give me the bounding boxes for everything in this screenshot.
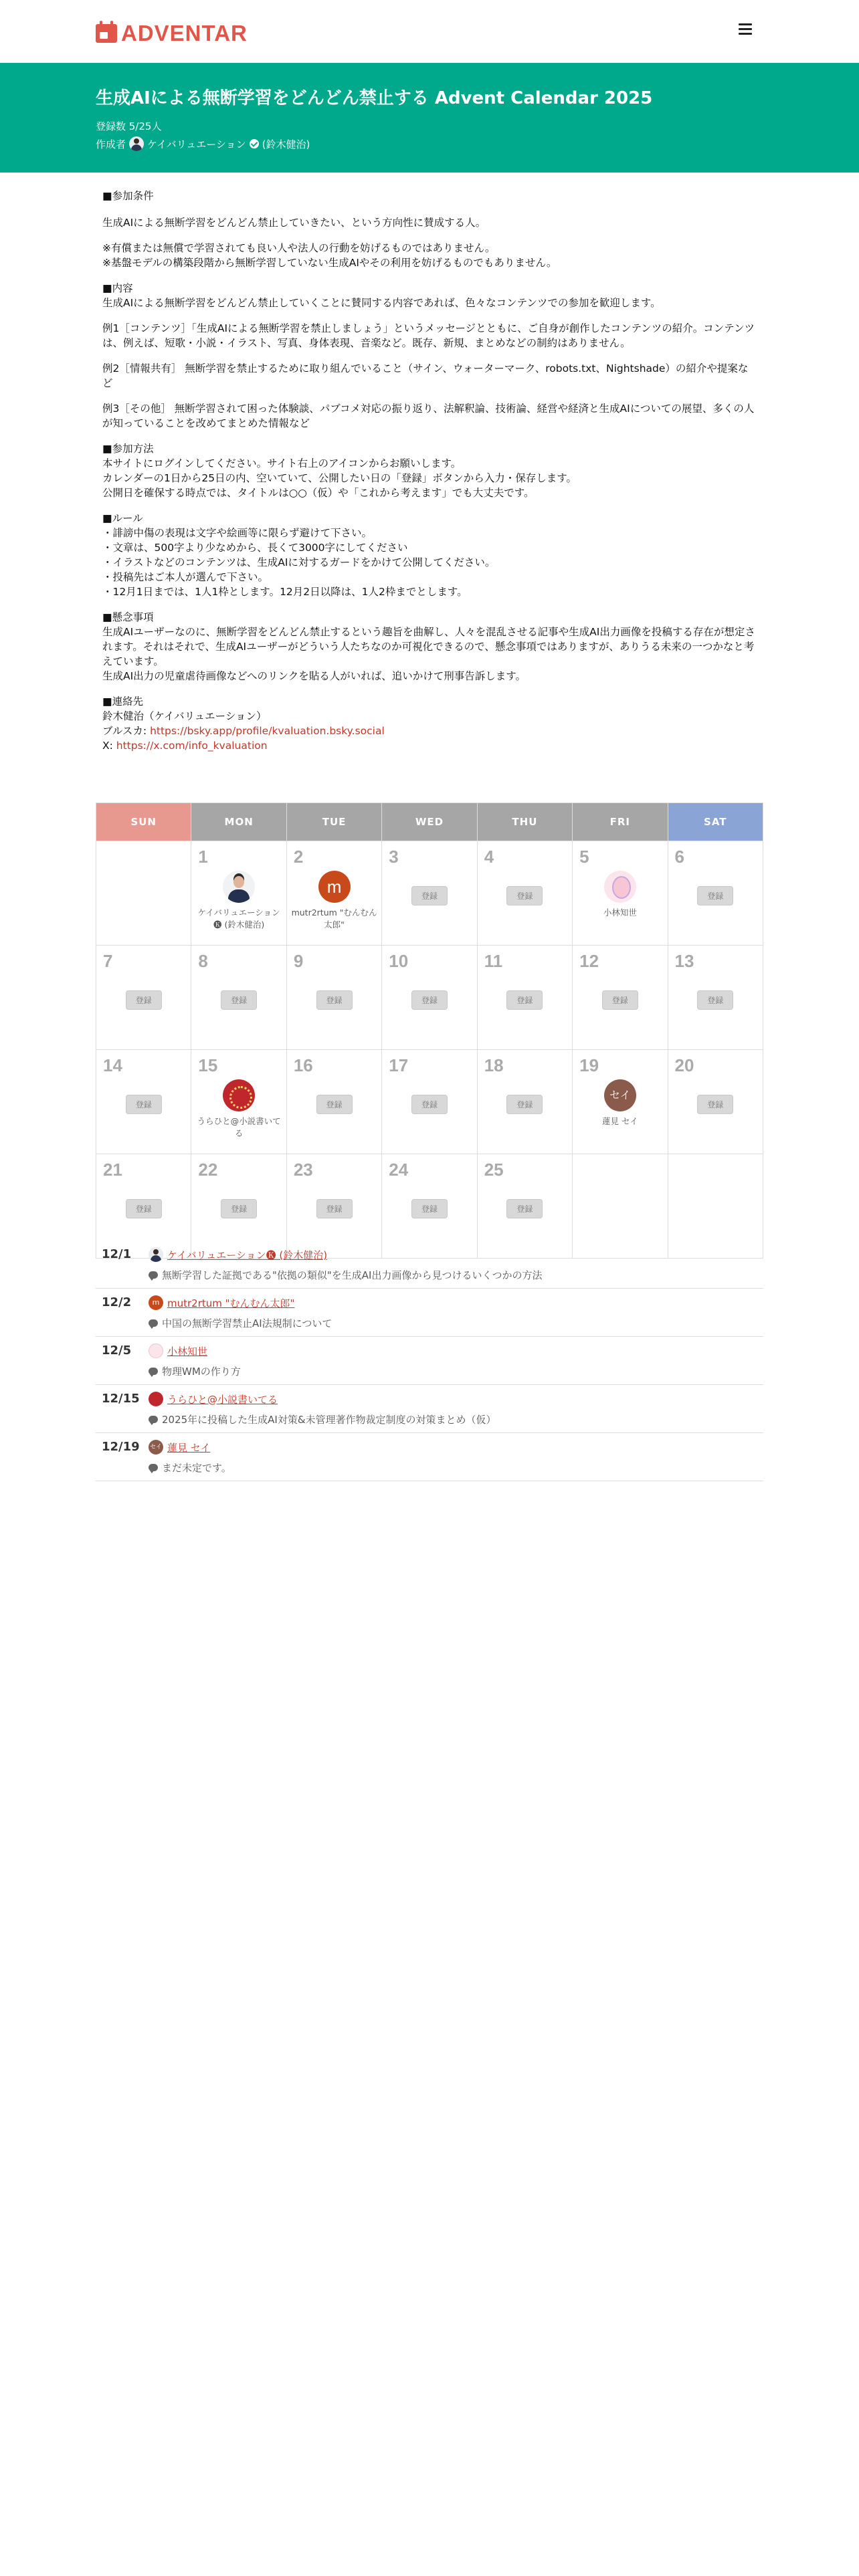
day-number: 6	[674, 847, 684, 867]
day-number: 8	[198, 951, 208, 971]
creator-label: 作成者	[96, 138, 126, 150]
author-avatar	[149, 1344, 163, 1358]
creator-avatar	[129, 136, 144, 151]
register-button[interactable]: 登録	[411, 1095, 448, 1114]
day-number: 25	[484, 1160, 504, 1180]
day-number: 12	[579, 951, 599, 971]
entry-row	[96, 1289, 763, 1337]
calendar-day-14	[96, 1050, 191, 1154]
entry-title-text: 物理WMの作り方	[162, 1366, 241, 1378]
day-number: 1	[198, 847, 208, 867]
register-button[interactable]: 登録	[411, 990, 448, 1010]
entry-date: 12/1	[102, 1247, 132, 1261]
calendar-day-13	[668, 946, 763, 1050]
calendar-day-16	[286, 1050, 381, 1154]
site-header	[0, 0, 859, 63]
author-link[interactable]: うらひと@小説書いてる	[167, 1393, 278, 1406]
day-number: 18	[484, 1055, 504, 1075]
calendar-day-10	[382, 946, 477, 1050]
calendar-day-4	[477, 841, 572, 946]
entry-date: 12/15	[102, 1392, 140, 1406]
weekday-wed: WED	[382, 803, 477, 841]
register-button[interactable]: 登録	[506, 990, 543, 1010]
x-label: X:	[102, 740, 116, 752]
author-link[interactable]: mutr2rtum "むんむん太郎"	[167, 1297, 295, 1309]
day-number: 21	[103, 1160, 122, 1180]
day-number: 9	[293, 951, 304, 971]
calendar-day-15[interactable]	[191, 1050, 286, 1154]
calendar-description	[102, 189, 758, 753]
entry-date: 12/2	[102, 1295, 132, 1309]
register-button[interactable]: 登録	[126, 1095, 162, 1114]
creator-info	[96, 136, 310, 151]
desc-paragraph: 例1［コンテンツ］「生成AIによる無断学習を禁止しましょう」というメッセージとともに、ご自身が創作したコンテンツの紹介。コンテンツは、例えば、短歌・小説・イラスト、写真、身体表現、音楽など。既存、新規、まとめなどの制約はありません。	[102, 322, 755, 349]
entry-author	[149, 1295, 294, 1310]
calendar-entry[interactable]	[191, 1079, 286, 1140]
entry-author	[149, 1247, 327, 1262]
calendar-entry[interactable]	[573, 871, 667, 919]
entry-title[interactable]	[149, 1461, 231, 1475]
logo-text: ADVENTAR	[121, 21, 248, 45]
calendar-empty-cell	[96, 841, 191, 946]
register-button[interactable]: 登録	[697, 886, 733, 905]
calendar-day-12	[573, 946, 668, 1050]
desc-paragraph: ■内容 生成AIによる無断学習をどんどん禁止していくことに賛同する内容であれば、色々なコンテンツでの参加を歓迎します。	[102, 282, 661, 309]
calendar-day-8	[191, 946, 286, 1050]
day-number: 17	[389, 1055, 409, 1075]
day-number: 23	[293, 1160, 313, 1180]
calendar-day-9	[286, 946, 381, 1050]
author-avatar	[604, 871, 636, 903]
calendar-day-3	[382, 841, 477, 946]
author-name: 蓮見 セイ	[602, 1116, 638, 1126]
entry-title[interactable]	[149, 1316, 332, 1330]
day-number: 4	[484, 847, 494, 867]
author-avatar: m	[149, 1295, 163, 1310]
desc-paragraph: 例3［その他］ 無断学習されて困った体験談、パブコメ対応の振り返り、法解釈論、技術論、経営や経済と生成AIについての展望、多くの人が知っていることを改めてまとめた情報など	[102, 403, 755, 429]
register-button[interactable]: 登録	[411, 886, 448, 905]
calendar-day-2[interactable]	[286, 841, 381, 946]
contact-heading: ■連絡先	[102, 695, 144, 708]
register-button[interactable]: 登録	[316, 990, 353, 1010]
verified-badge-icon	[250, 139, 259, 148]
author-avatar: m	[318, 871, 351, 903]
author-link[interactable]: 蓮見 セイ	[167, 1441, 211, 1454]
calendar-day-5[interactable]	[573, 841, 668, 946]
weekday-header-row	[96, 803, 763, 841]
author-link[interactable]: ケイバリュエーション🅚 (鈴木健治)	[167, 1249, 328, 1261]
day-number: 13	[674, 951, 694, 971]
day-number: 22	[198, 1160, 218, 1180]
calendar-entry[interactable]	[191, 871, 286, 931]
contact-name: 鈴木健治（ケイバリュエーション）	[102, 710, 267, 722]
creator-link[interactable]: ケイバリュエーション	[147, 138, 246, 150]
desc-paragraph: ※有償または無償で学習されても良い人や法人の行動を妨げるものではありません。 ※基盤モデルの構築段階から無断学習していない生成AIやその利用を妨げるものでもありません。	[102, 242, 557, 269]
register-button[interactable]: 登録	[602, 990, 638, 1010]
author-avatar	[223, 1079, 255, 1111]
comment-icon	[149, 1416, 158, 1423]
desc-paragraph: ■参加条件	[102, 190, 154, 202]
weekday-sat: SAT	[668, 803, 763, 841]
calendar-week	[96, 841, 763, 946]
comment-icon	[149, 1464, 158, 1471]
day-number: 11	[484, 951, 503, 971]
register-button[interactable]: 登録	[221, 1199, 257, 1218]
register-button[interactable]: 登録	[316, 1095, 353, 1114]
register-button[interactable]: 登録	[506, 1095, 543, 1114]
entry-row	[96, 1241, 763, 1289]
entry-title-text: 2025年に投稿した生成AI対策&未管理著作物裁定制度の対策まとめ（仮）	[162, 1414, 496, 1426]
entry-title[interactable]	[149, 1412, 496, 1426]
desc-paragraph: 生成AIによる無断学習をどんどん禁止していきたい、という方向性に賛成する人。	[102, 217, 486, 229]
weekday-mon: MON	[191, 803, 286, 841]
day-number: 10	[389, 951, 409, 971]
calendar-day-20	[668, 1050, 763, 1154]
author-avatar	[149, 1392, 163, 1406]
calendar-week	[96, 1050, 763, 1154]
bluesky-label: ブルスカ:	[102, 725, 151, 737]
entry-date: 12/5	[102, 1344, 132, 1358]
day-number: 14	[103, 1055, 122, 1075]
register-button[interactable]: 登録	[697, 1095, 733, 1114]
weekday-thu: THU	[477, 803, 572, 841]
author-name: ケイバリュエーション🅚 (鈴木健治)	[197, 907, 280, 930]
register-button[interactable]: 登録	[316, 1199, 353, 1218]
entry-title-text: 中国の無断学習禁止AI法規制について	[162, 1317, 332, 1329]
registration-count: 登録数 5/25人	[96, 120, 162, 132]
author-avatar	[149, 1247, 163, 1262]
entry-date: 12/19	[102, 1440, 140, 1454]
day-number: 16	[293, 1055, 313, 1075]
register-button[interactable]: 登録	[697, 990, 733, 1010]
desc-paragraph: 例2［情報共有］ 無断学習を禁止するために取り組んでいること（サイン、ウォーターマーク、robots.txt、Nightshade）の紹介や提案など	[102, 362, 749, 389]
comment-icon	[149, 1368, 158, 1375]
advent-calendar	[96, 802, 763, 1259]
register-button[interactable]: 登録	[126, 990, 162, 1010]
author-avatar: セイ	[149, 1440, 163, 1455]
author-link[interactable]: 小林知世	[167, 1345, 208, 1358]
desc-paragraph: ■ルール ・誹謗中傷の表現は文字や絵画等に限らず避けて下さい。 ・文章は、500字より少なめから、長くて3000字にしてください ・イラストなどのコンテンツは、生成AIに対するガードをかけて公開してください。 ・投稿先はご本人が選んで下さい。 ・12月1日までは、1人1枠とします。12月2日以降は、1人2枠までとします。	[102, 512, 496, 598]
contact-bluesky	[102, 724, 758, 738]
day-number: 2	[293, 847, 304, 867]
entry-title-text: まだ未定です。	[162, 1462, 231, 1474]
day-number: 19	[579, 1055, 599, 1075]
comment-icon	[149, 1271, 158, 1279]
register-button[interactable]: 登録	[411, 1199, 448, 1218]
entry-author	[149, 1392, 278, 1406]
entry-row	[96, 1433, 763, 1481]
calendar-day-18	[477, 1050, 572, 1154]
calendar-day-1[interactable]	[191, 841, 286, 946]
creator-realname: (鈴木健治)	[262, 138, 310, 150]
register-button[interactable]: 登録	[221, 990, 257, 1010]
contact-x	[102, 738, 758, 753]
entry-row	[96, 1385, 763, 1433]
desc-paragraph: ■参加方法 本サイトにログインしてください。サイト右上のアイコンからお願いします。 カレンダーの1日から25日の内、空いていて、公開したい日の「登録」ボタンから入力・保存します。 公開日を確保する時点では、タイトルは○○（仮）や「これから考えます」でも大丈夫です。	[102, 443, 577, 499]
day-number: 7	[103, 951, 113, 971]
calendar-day-19[interactable]	[573, 1050, 668, 1154]
entry-title-text: 無断学習した証拠である"依拠の類似"を生成AI出力画像から見つけるいくつかの方法	[162, 1269, 543, 1281]
author-name: mutr2rtum "むんむん太郎"	[291, 907, 377, 930]
day-number: 3	[389, 847, 399, 867]
entry-author	[149, 1440, 210, 1455]
comment-icon	[149, 1319, 158, 1327]
author-name: うらひと@小説書いてる	[197, 1116, 281, 1138]
day-number: 24	[389, 1160, 409, 1180]
entry-author	[149, 1344, 207, 1358]
weekday-sun: SUN	[96, 803, 191, 841]
calendar-day-17	[382, 1050, 477, 1154]
calendar-entry[interactable]	[287, 871, 381, 931]
calendar-day-6	[668, 841, 763, 946]
day-number: 5	[579, 847, 589, 867]
calendar-logo-icon	[96, 24, 117, 43]
weekday-tue: TUE	[286, 803, 381, 841]
calendar-week	[96, 946, 763, 1050]
entry-title[interactable]	[149, 1364, 241, 1378]
calendar-banner	[0, 63, 859, 173]
register-button[interactable]: 登録	[506, 1199, 543, 1218]
weekday-fri: FRI	[573, 803, 668, 841]
calendar-entry[interactable]	[573, 1079, 667, 1128]
bluesky-link[interactable]: https://bsky.app/profile/kvaluation.bsky.social	[150, 725, 385, 737]
day-number: 20	[674, 1055, 694, 1075]
register-button[interactable]: 登録	[126, 1199, 162, 1218]
contact-section	[102, 694, 758, 753]
calendar-day-11	[477, 946, 572, 1050]
desc-paragraph: ■懸念事項 生成AIユーザーなのに、無断学習をどんどん禁止するという趣旨を曲解し、人々を混乱させる記事や生成AI出力画像を投稿する存在が想定されます。それはそれで、生成AIユーザーがどういう人たちなのか可視化できるので、懸念事項ではありますが、ありうる未来の一つかなと考えています。 生成AI出力の児童虐待画像などへのリンクを貼る人がいれば、追いかけて刑事告訴します。	[102, 611, 755, 682]
site-logo[interactable]	[96, 21, 248, 46]
day-number: 15	[198, 1055, 218, 1075]
calendar-day-7	[96, 946, 191, 1050]
author-name: 小林知世	[603, 907, 637, 918]
author-avatar	[223, 871, 255, 903]
entry-list	[96, 1241, 763, 1481]
page-title: 生成AIによる無断学習をどんどん禁止する Advent Calendar 2025	[96, 88, 653, 108]
entry-title[interactable]	[149, 1268, 543, 1282]
entry-row	[96, 1337, 763, 1385]
author-avatar: セイ	[604, 1079, 636, 1111]
register-button[interactable]: 登録	[506, 886, 543, 905]
hamburger-menu-icon[interactable]	[739, 23, 752, 35]
x-link[interactable]: https://x.com/info_kvaluation	[116, 740, 268, 752]
